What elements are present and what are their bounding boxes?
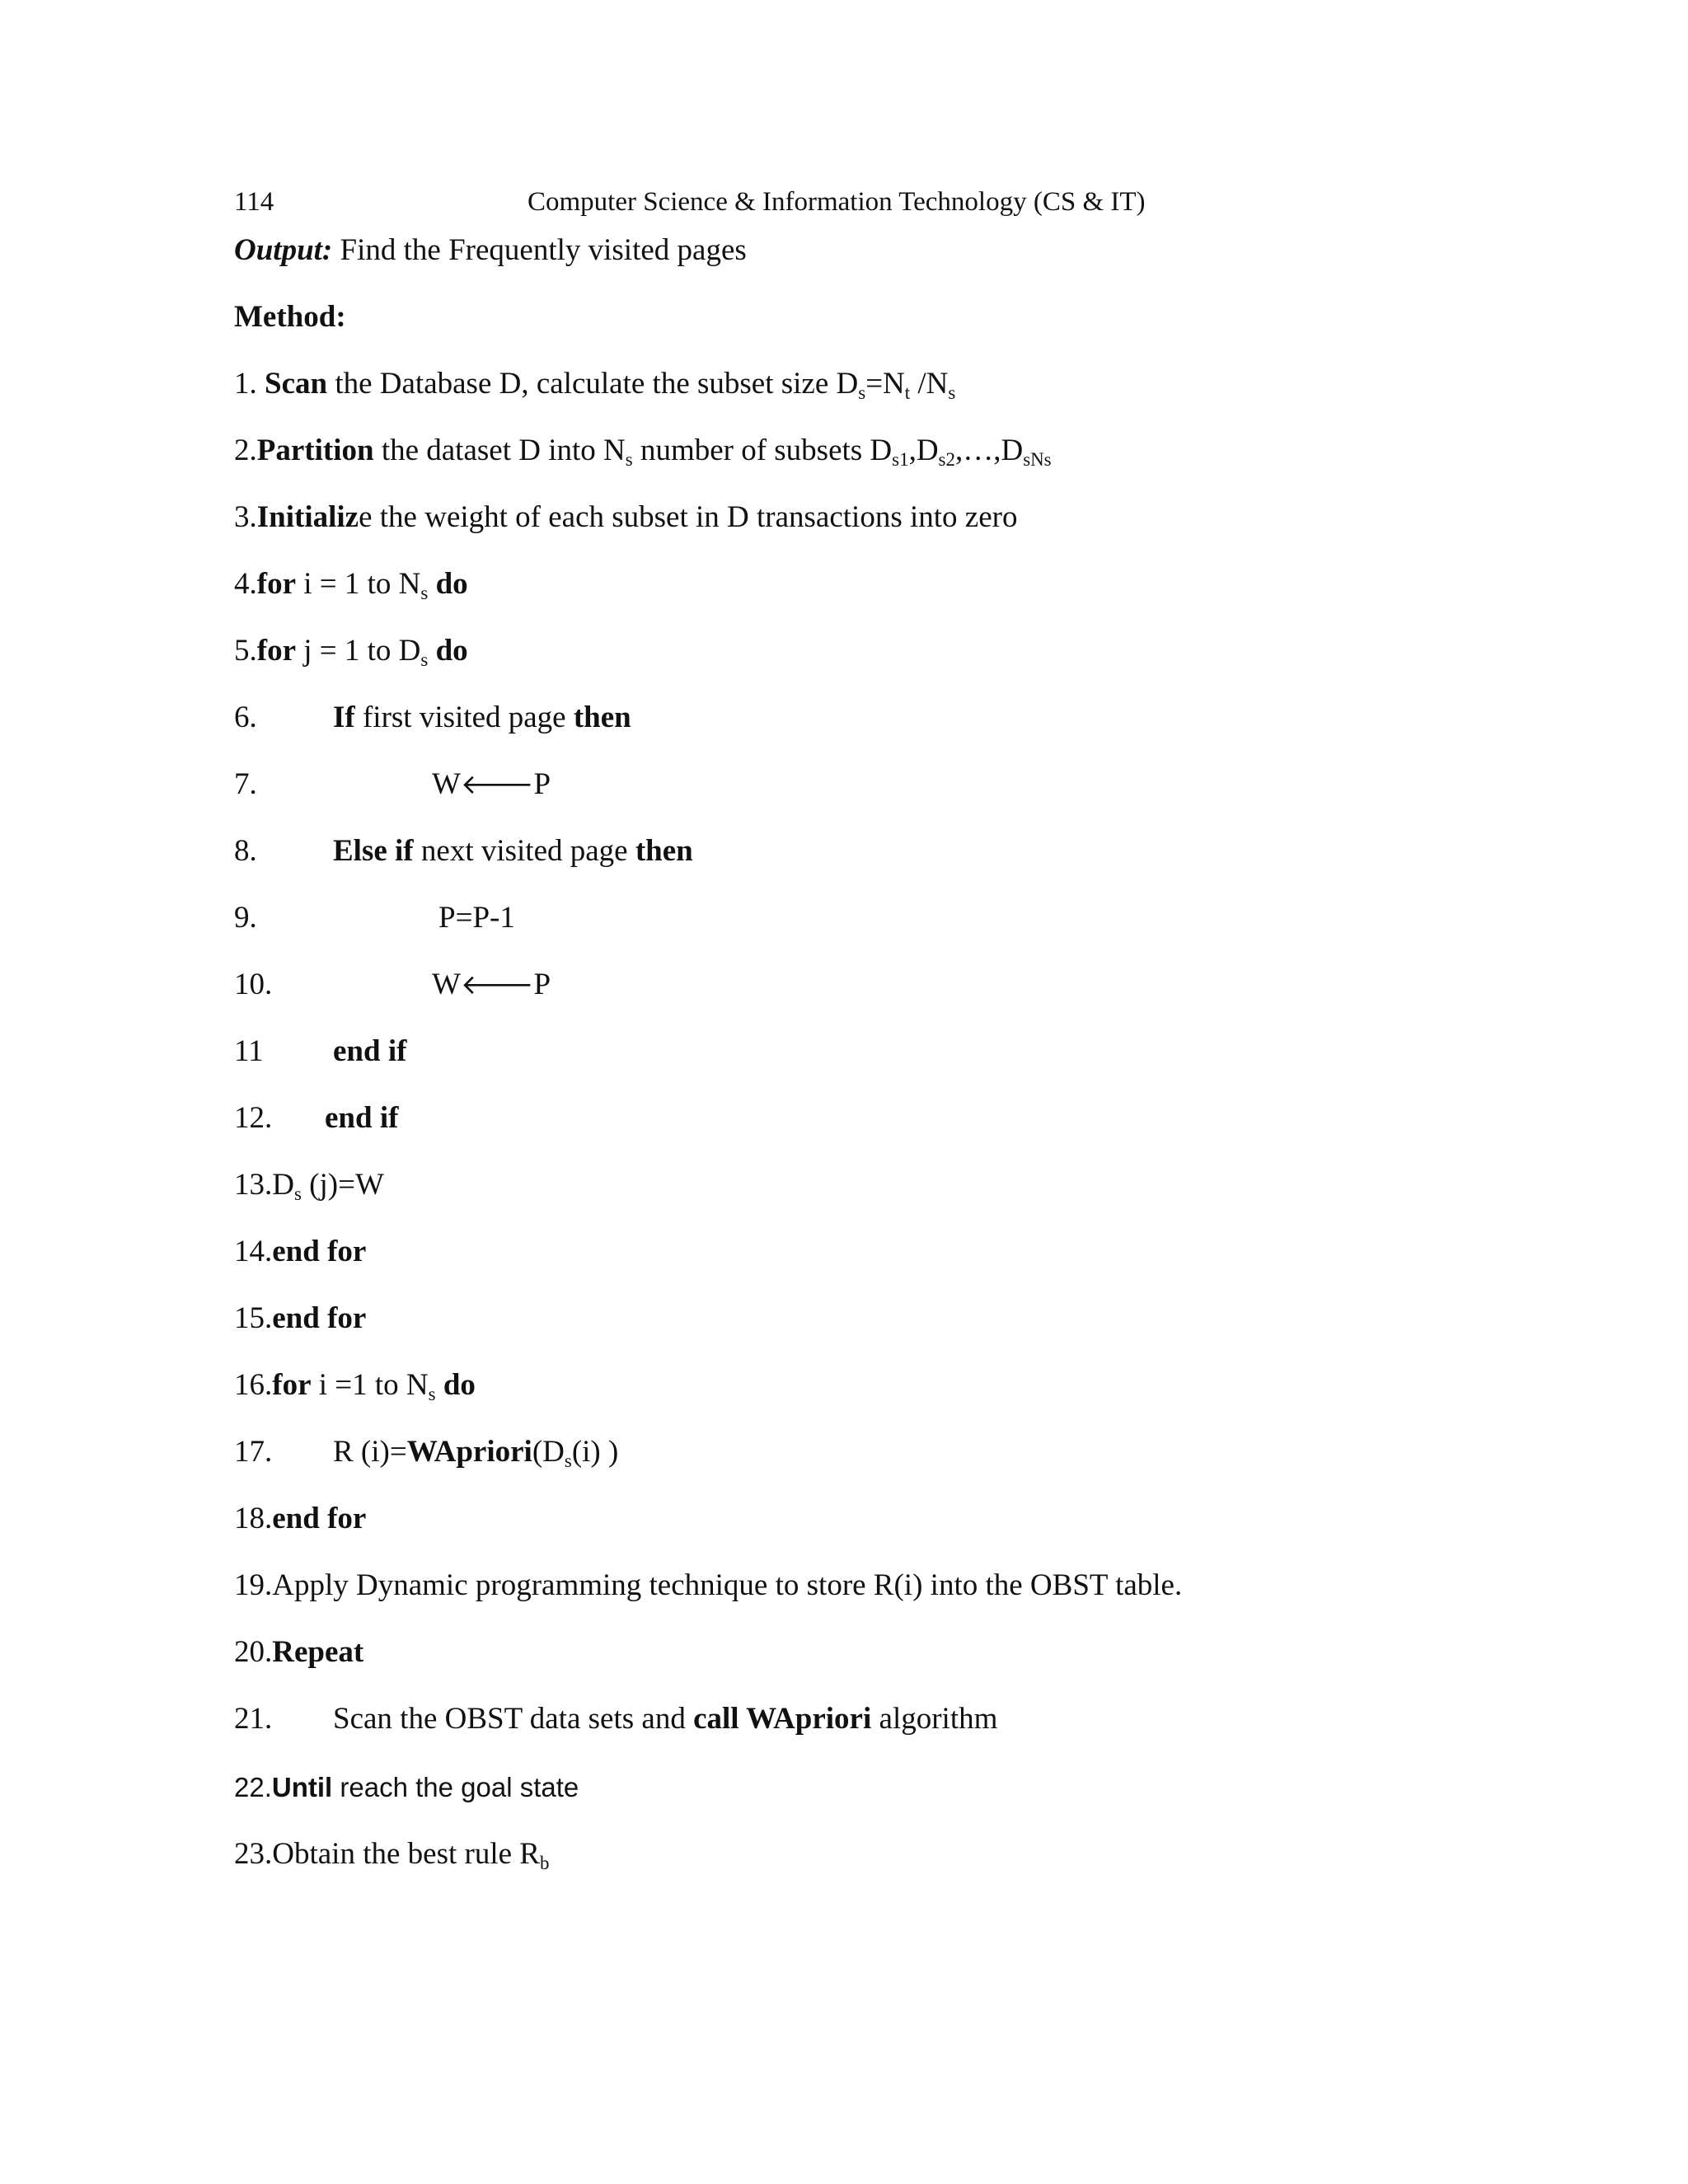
step-1: 1. Scan the Database D, calculate the subset size $D_s=N_t$ $/N_s$ — [234, 367, 956, 403]
page-number: 114 — [234, 187, 274, 217]
step-9: 9. P=P-1 — [234, 901, 515, 935]
step-6: 6. If first visited page then — [234, 701, 631, 734]
step-3: 3.Initialize the weight of each subset in D transactions into zero — [234, 500, 1018, 534]
step-14: 14.end for — [234, 1235, 367, 1268]
step-21: 21. Scan the OBST data sets and call WApriori algorithm — [234, 1702, 998, 1736]
left-arrow-icon: 🡐 — [460, 769, 534, 799]
step-17: 17. R $(i)=WApriori(D_s(i)$ ) — [234, 1435, 619, 1471]
step-19: 19.Apply Dynamic programming technique to store R(i) into the OBST table. — [234, 1568, 1183, 1602]
step-20: 20.Repeat — [234, 1635, 364, 1669]
step-16: 16.for i =1 to $N_s$ do — [234, 1368, 476, 1404]
output-label: Output: — [234, 233, 333, 267]
output-line — [234, 232, 747, 269]
left-arrow-icon: 🡐 — [460, 969, 534, 1000]
step-11: 11 end if — [234, 1034, 407, 1068]
step-5: 5.for j = 1 to $D_s$ do — [234, 634, 468, 670]
step-23: 23.Obtain the best rule $R_b$ — [234, 1837, 550, 1873]
step-8: 8. Else if next visited page then — [234, 834, 693, 868]
step-4: 4.for i = 1 to $N_s$ do — [234, 567, 468, 603]
step-12: 12. end if — [234, 1101, 399, 1135]
method-heading: Method: — [234, 300, 346, 334]
step-2: 2.Partition the dataset D into $N_s$ number of subsets $D_{s1},D_{s2},\dots,D_{sNs}$ — [234, 434, 1052, 470]
step-15: 15.end for — [234, 1301, 367, 1335]
step-22: 22.Until reach the goal state — [234, 1772, 579, 1802]
running-header: Computer Science & Information Technology (CS & IT) — [528, 187, 1146, 217]
output-text: Find the Frequently visited pages — [332, 233, 747, 267]
step-10: 10. W🡐P — [234, 968, 551, 1001]
step-7: 7. W🡐P — [234, 767, 551, 801]
step-18: 18.end for — [234, 1502, 367, 1535]
step-13: $13.D_s$ (j)=W — [234, 1168, 384, 1204]
